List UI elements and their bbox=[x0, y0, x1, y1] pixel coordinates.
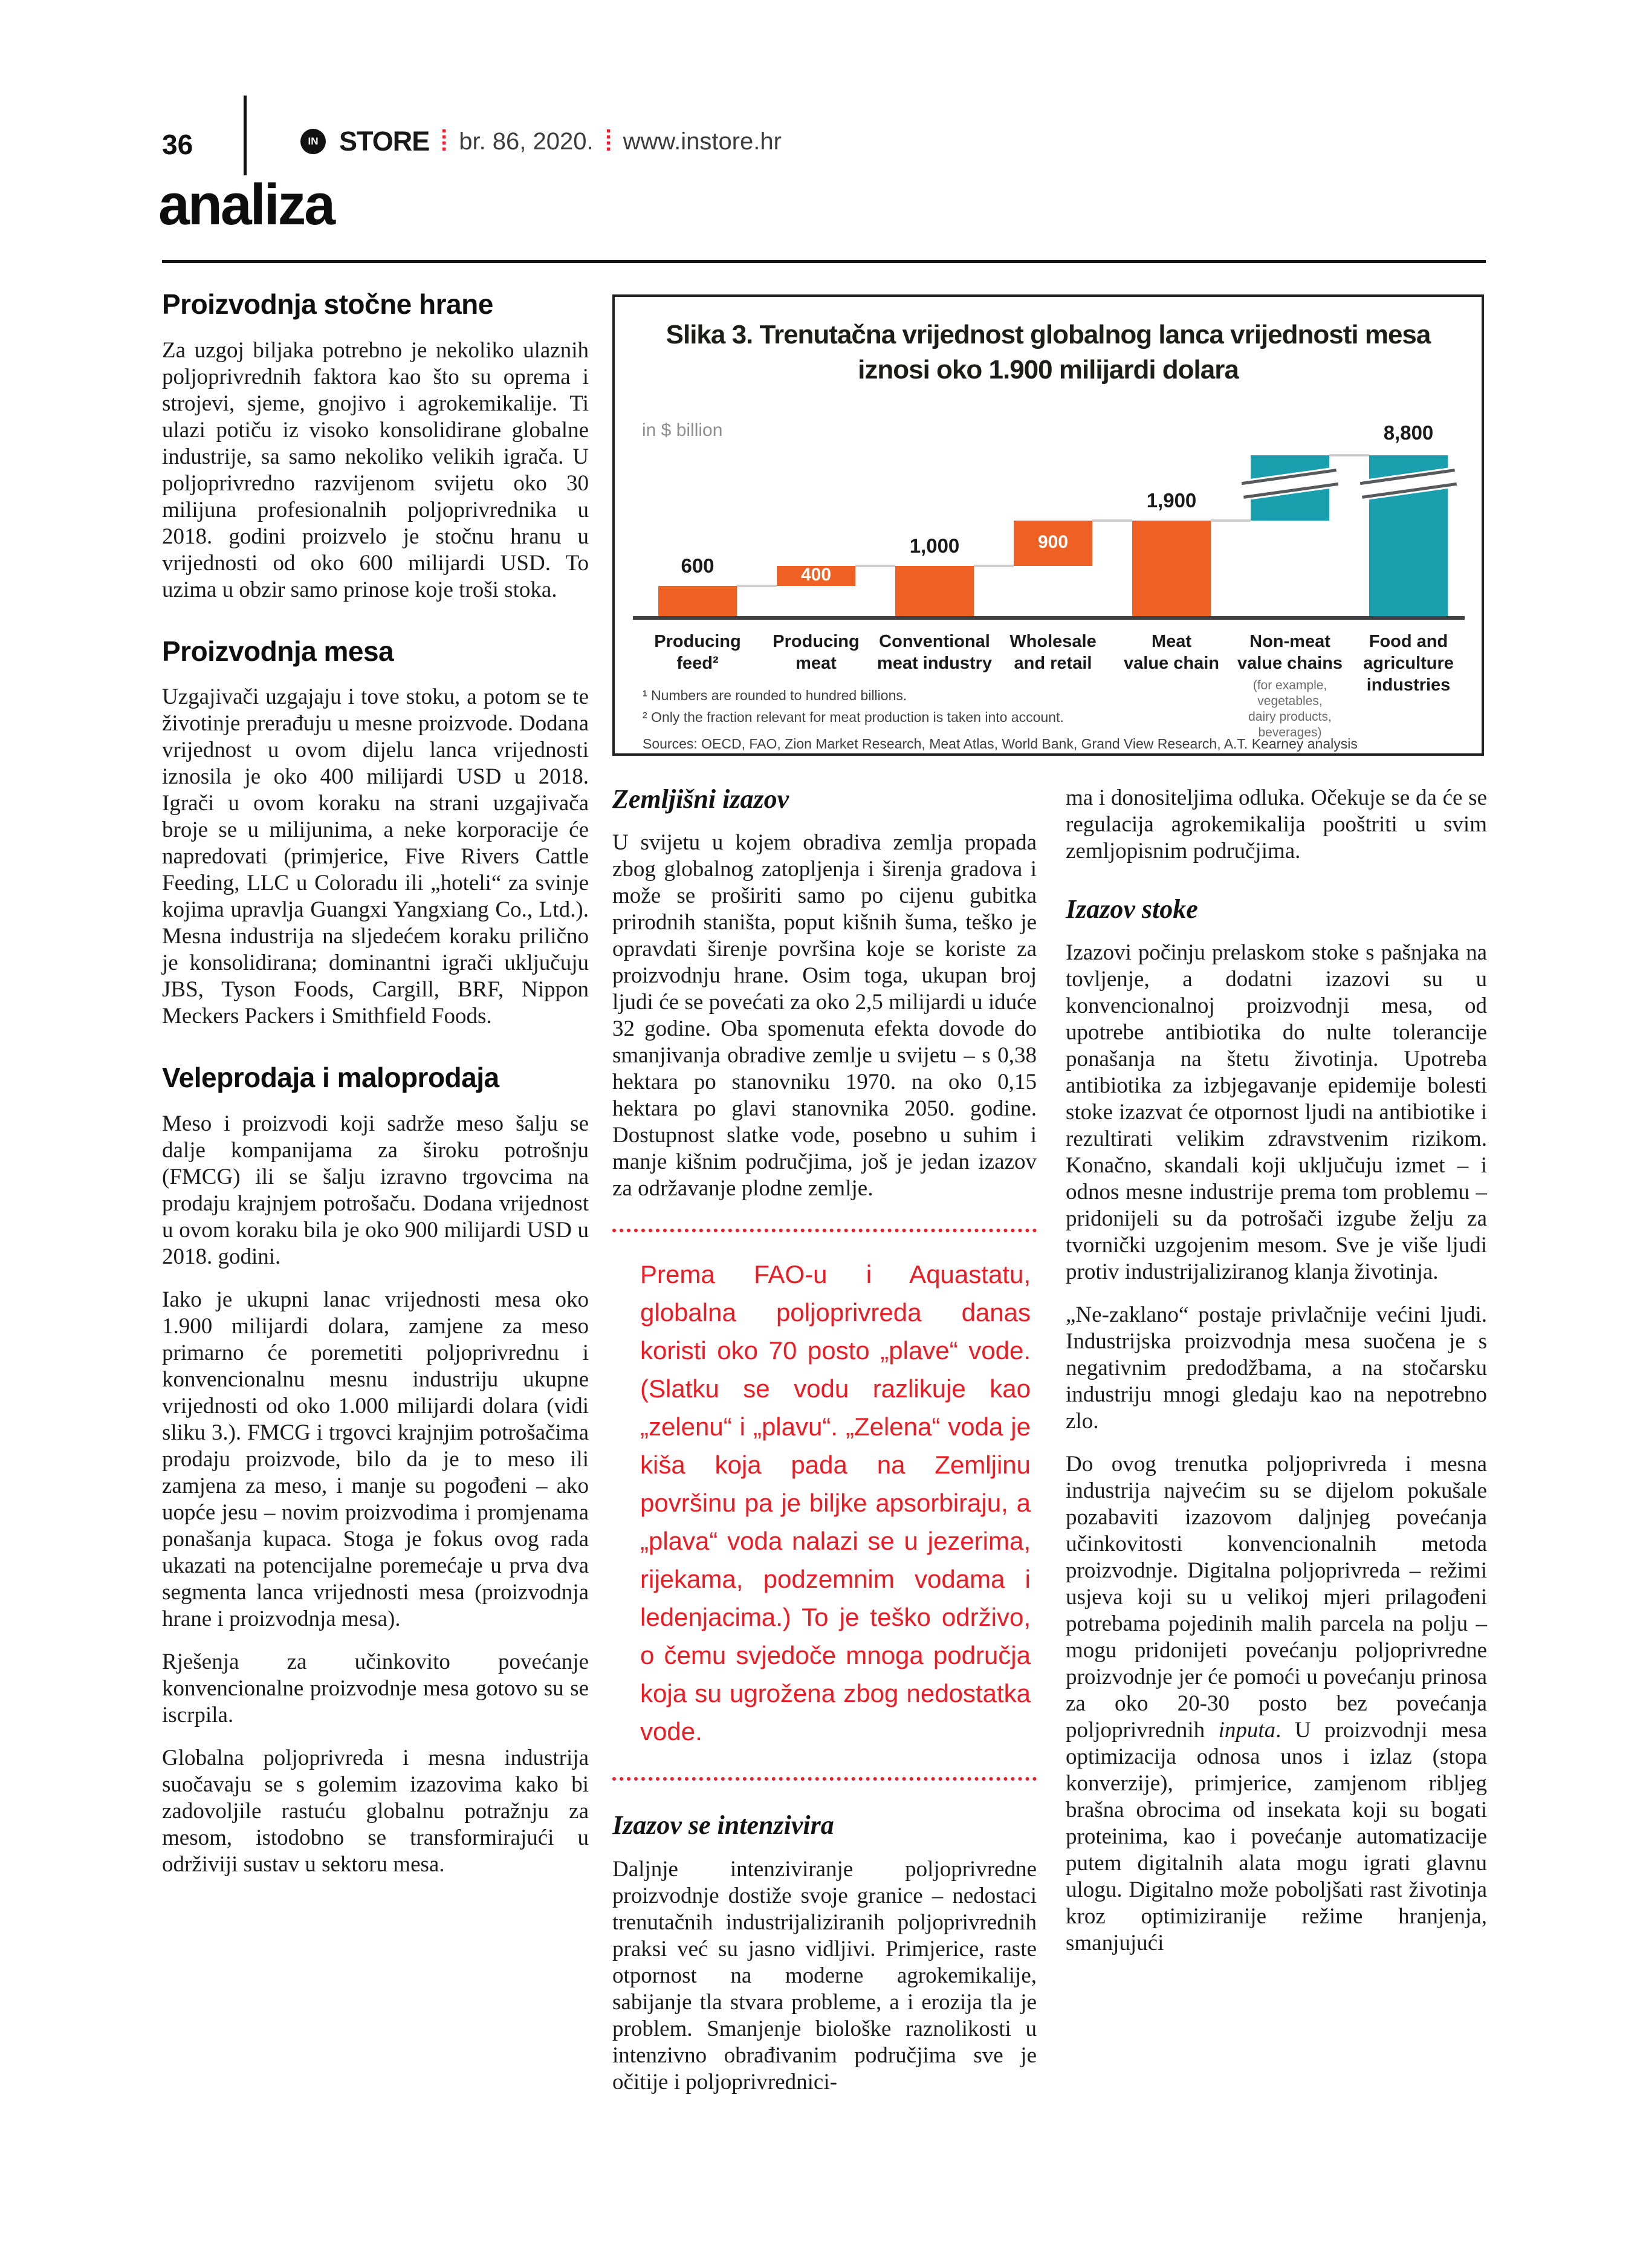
figure-3-chart bbox=[612, 294, 1484, 756]
red-dotted-separator-icon bbox=[607, 129, 610, 154]
subheading-italic: Izazov se intenzivira bbox=[612, 1810, 834, 1841]
chart-sources: Sources: OECD, FAO, Zion Market Research, Meat Atlas, World Bank, Grand View Research, A.T. Kearney analysis bbox=[643, 736, 1358, 752]
subheading: Proizvodnja mesa bbox=[162, 635, 394, 667]
paragraph-text: . U proizvodnji mesa optimizacija odnosa unos i izlaz (stopa konverzije), primjerice, zamjenom ribljeg brašna obrocima od insekata koji su bogati proteinima, kao i povećanje automatizacije putem digitalnih alata mogu igrati glavnu ulogu. Digitalno može poboljšati rast životinja kroz optimiziranije režime hranjenja, smanjujući bbox=[1066, 1718, 1488, 1956]
category-label: Producing feed² bbox=[654, 632, 741, 673]
logo-monogram: IN bbox=[308, 135, 319, 147]
header-divider bbox=[244, 96, 247, 175]
category-label: Food and agriculture industries bbox=[1363, 632, 1454, 695]
category-label: Conventional meat industry bbox=[876, 632, 993, 673]
website-url: www.instore.hr bbox=[623, 128, 782, 155]
body-paragraph: Rješenja za učinkovito povećanje konvencionalne proizvodnje mesa gotovo su se iscrpila. bbox=[162, 1649, 589, 1727]
chart-footnote: ¹ Numbers are rounded to hundred billions. bbox=[643, 687, 907, 703]
chart-footnotes bbox=[643, 686, 1358, 753]
waterfall-connector bbox=[855, 565, 895, 567]
red-dotted-separator-icon bbox=[442, 129, 446, 154]
chart-plot bbox=[615, 297, 1482, 753]
body-paragraph: Izazovi počinju prelaskom stoke s pašnjaka na tovljenje, a dodatni izazovi su u konvencionalnoj proizvodnji mesa, od upotrebe antibiotika do nulte tolerancije ponašanja na štetu životinja. Upotreba antibiotika za izbjegavanje epidemije bolesti stoke izazvat će otpornost ljudi na antibiotike i rezultirati velikim zdravstvenim rizikom. Konačno, skandali koji uključuju izmet – i odnos mesne industrije prema tom problemu – pridonijeli su da potrošači izgube želju za tvornički uzgojenim mesom. Sve je više ljudi protiv industrijaliziranog klanja životinja. bbox=[1066, 940, 1487, 1285]
column-left bbox=[162, 289, 589, 1894]
bar-value-label: 400 bbox=[800, 565, 832, 585]
chart-footnote: ² Only the fraction relevant for meat production is taken into account. bbox=[643, 709, 1064, 725]
logo-text: STORE bbox=[339, 126, 430, 157]
axis-unit-label: in $ billion bbox=[642, 420, 723, 440]
instore-logo-icon bbox=[300, 129, 326, 154]
body-paragraph bbox=[1066, 1451, 1487, 1957]
body-paragraph: Daljnje intenziviranje poljoprivredne proizvodnje dostiže svoje granice – nedostaci trenutačnih industrijaliziranih poljoprivrednih praksi već su jasno vidljivi. Primjerice, raste otpornost na moderne agrokemikalije, sabijanje tla stvara probleme, a i erozija tla je problem. Smanjenje biološke raznolikosti u intenzivno obrađivanim područjima sve je očitije i poljoprivrednici- bbox=[612, 1856, 1037, 2094]
waterfall-connector bbox=[1092, 519, 1132, 522]
bar-value-label: 1,000 bbox=[909, 535, 960, 557]
category-label: Meat value chain bbox=[1124, 632, 1219, 673]
body-paragraph: „Ne-zaklano“ postaje privlačnije većini ljudi. Industrijska proizvodnja mesa suočena je s negativnim predodžbama, a na stočarsku industriju mnogi gledaju kao na nepotrebno zlo. bbox=[1066, 1302, 1487, 1434]
body-paragraph: Uzgajivači uzgajaju i tove stoku, a potom se te životinje prerađuju u mesne proizvode. Dodana vrijednost u ovom dijelu lanca vrijednosti iznosila je oko 400 milijardi USD u 2018. Igrači u ovom koraku na strani uzgajivača broje se u milijunima, a neke korporacije će napredovati (primjerice, Five Rivers Cattle Feeding, LLC u Coloradu ili „hoteli“ za svinje kojima upravlja Guangxi Yangxiang Co., Ltd.). Mesna industrija na sljedećem koraku prilično je konsolidirana; dominantni igrači uključuju JBS, Tyson Foods, Cargill, BRF, Nippon Meckers Packers i Smithfield Foods. bbox=[162, 684, 589, 1029]
category-label: Producing meat bbox=[773, 632, 860, 673]
paragraph-text: Do ovog trenutka poljoprivreda i mesna industrija najvećim su se dijelom pokušale pozabaviti izazovom daljnjeg povećanja učinkovitosti konvencionalnih metoda proizvodnje. Digitalna poljoprivreda – režimi usjeva koji su u velikoj mjeri prilagođeni potrebama pojedinih malih parcela na polju – mogu pridonijeti povećanju poljoprivredne proizvodnje jer će pomoći u povećanju prinosa za oko 20-30 posto bez povećanja poljoprivrednih bbox=[1066, 1452, 1487, 1743]
category-label: Non-meat value chains (for example, vegetables, dairy products, beverages) bbox=[1229, 631, 1351, 741]
waterfall-connector bbox=[974, 565, 1014, 567]
body-paragraph: Meso i proizvodi koji sadrže meso šalju se dalje kompanijama za široku potrošnju (FMCG) ili se šalju izravno trgovcima na prodaju krajnjem potrošaču. Dodana vrijednost u ovom koraku bila je oko 900 milijardi USD u 2018. godini. bbox=[162, 1111, 589, 1269]
body-paragraph: Iako je ukupni lanac vrijednosti mesa oko 1.900 milijardi dolara, zamjene za meso primarno će poremetiti poljoprivrednu i konvencionalnu mesnu industriju ukupne vrijednosti od oko 1.000 milijardi dolara (vidi sliku 3.). FMCG i trgovci krajnjim potrošačima prodaju proizvode, bilo da je to meso ili zamjena za meso, i manje su pogođeni – ako uopće jesu – novim proizvodima i promjenama ponašanja kupaca. Stoga je fokus ovog rada ukazati na potencijalne poremećaje u prva dva segmenta lanca vrijednosti mesa (proizvodnja hrane i proizvodnja mesa). bbox=[162, 1287, 589, 1631]
subheading: Proizvodnja stočne hrane bbox=[162, 288, 493, 320]
page-number: 36 bbox=[162, 129, 193, 160]
category-note: (for example, vegetables, dairy products, beverages) bbox=[1248, 678, 1332, 739]
x-axis-baseline bbox=[633, 616, 1465, 620]
issue-number: br. 86, 2020. bbox=[459, 128, 594, 155]
body-paragraph: Globalna poljoprivreda i mesna industrija suočavaju se s golemim izazovima kako bi zadovoljile rastuću globalnu potražnju za mesom, istodobno se transformirajući u održiviji sustav u sektoru mesa. bbox=[162, 1745, 589, 1877]
waterfall-connector bbox=[737, 585, 777, 587]
waterfall-connector bbox=[1211, 519, 1251, 522]
bar-value-label: 8,800 bbox=[1383, 421, 1434, 444]
subheading-italic: Izazov stoke bbox=[1066, 894, 1198, 924]
chart-bar bbox=[658, 586, 737, 616]
chart-bar bbox=[1132, 521, 1211, 616]
header-rule bbox=[162, 260, 1486, 263]
column-right bbox=[1066, 785, 1487, 1973]
body-paragraph: ma i donositeljima odluka. Očekuje se da će se regulacija agrokemikalija pooštriti u svim zemljopisnim područjima. bbox=[1066, 785, 1487, 863]
column-middle bbox=[612, 785, 1037, 2112]
chart-title: Slika 3. Trenutačna vrijednost globalnog lanca vrijednosti mesa iznosi oko 1.900 milijardi dolara bbox=[666, 320, 1431, 385]
bar-value-label: 1,900 bbox=[1146, 489, 1197, 512]
masthead bbox=[300, 126, 782, 157]
waterfall-connector bbox=[1329, 454, 1369, 457]
italic-term: inputa bbox=[1218, 1718, 1276, 1743]
section-title: analiza bbox=[158, 172, 334, 237]
pull-quote: Prema FAO-u i Aquastatu, globalna poljoprivreda danas koristi oko 70 posto „plave“ vode. (Slatku se vodu razlikuje kao „zelenu“ i „plavu“. „Zelena“ voda je kiša koja pada na Zemljinu površinu pa je biljke apsorbiraju, a „plava“ voda nalazi se u jezerima, rijekama, podzemnim vodama i ledenjacima.) To je teško održivo, o čemu svjedoče mnoga područja koja su ugrožena zbog nedostatka vode. bbox=[612, 1229, 1037, 1781]
bar-value-label: 600 bbox=[681, 554, 714, 577]
bar-value-label: 900 bbox=[1037, 532, 1069, 552]
subheading: Veleprodaja i maloprodaja bbox=[162, 1062, 499, 1094]
body-paragraph: Za uzgoj biljaka potrebno je nekoliko ulaznih poljoprivrednih faktora kao što su oprema i strojevi, sjeme, gnojivo i agrokemikalije. Ti ulazi potiču iz visoko konsolidirane globalne industrije, sa samo nekoliko velikih igrača. U poljoprivredno razvijenom svijetu oko 30 milijuna profesionalnih poljoprivrednika u 2018. godini proizvelo je stočnu hranu u vrijednosti od oko 600 milijardi USD. To uzima u obzir samo prinose koje troši stoka. bbox=[162, 337, 589, 602]
chart-bar bbox=[895, 566, 974, 616]
body-paragraph: U svijetu u kojem obradiva zemlja propada zbog globalnog zatopljenja i širenja gradova i može se proširiti samo po cijenu gubitka prirodnih staništa, poput kišnih šuma, teško je opravdati širenje površina koje se koriste za proizvodnju hrane. Osim toga, ukupan broj ljudi će se povećati za oko 2,5 milijardi u iduće 32 godine. Oba spomenuta efekta dovode do smanjivanja obradive zemlje u svijetu – s 0,38 hektara po stanovniku 1970. na oko 0,15 hektara po glavi stanovnika 2050. godine. Dostupnost slatke vode, posebno u suhim i manje kišnim područjima, još je jedan izazov za održavanje plodne zemlje. bbox=[612, 830, 1037, 1201]
category-label: Wholesale and retail bbox=[1009, 632, 1097, 673]
subheading-italic: Zemljišni izazov bbox=[612, 784, 789, 814]
